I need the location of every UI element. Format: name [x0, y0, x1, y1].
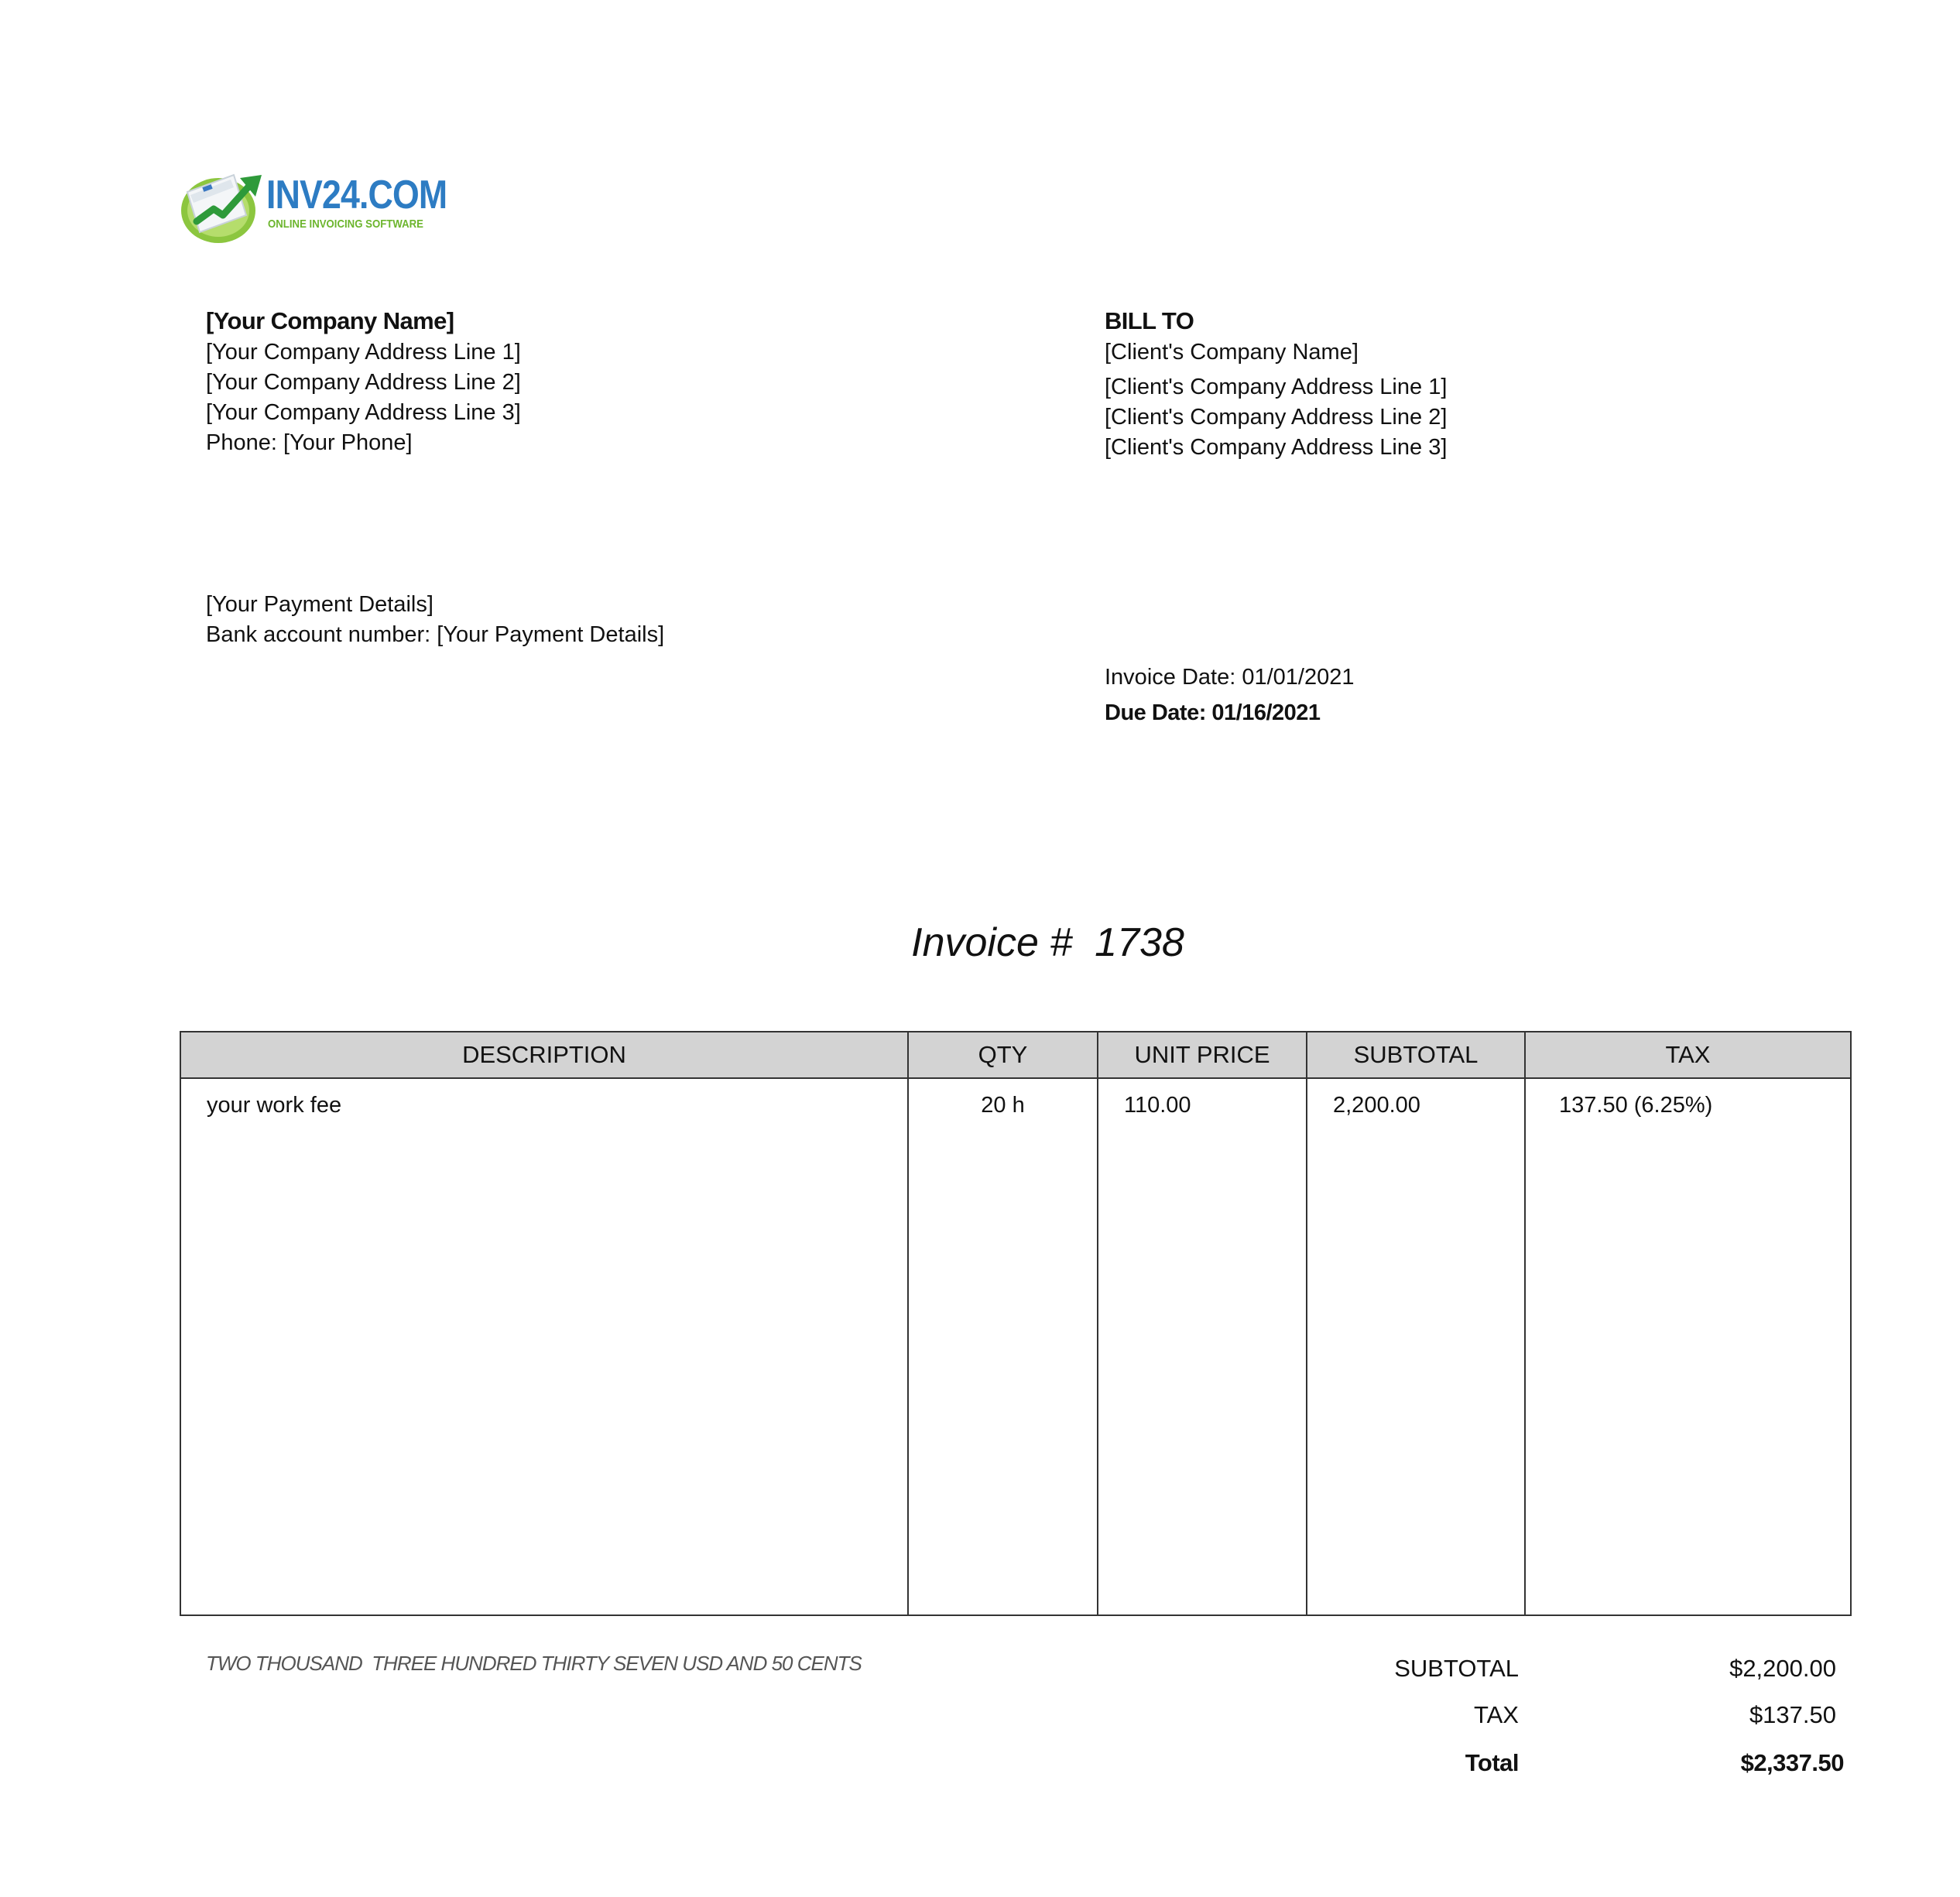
- invoice-number: 1738: [1095, 920, 1184, 965]
- bill-to-heading: BILL TO: [1105, 307, 1194, 334]
- client-address-line-2: [Client's Company Address Line 2]: [1105, 405, 1448, 430]
- company-logo: [180, 167, 447, 245]
- invoice-date: Invoice Date: 01/01/2021: [1105, 665, 1355, 690]
- cell-tax: 137.50 (6.25%): [1559, 1093, 1713, 1118]
- subtotal-label: SUBTOTAL: [1394, 1655, 1519, 1682]
- amount-in-words: TWO THOUSAND THREE HUNDRED THIRTY SEVEN USD AND 50 CENTS: [206, 1652, 862, 1675]
- column-divider: [907, 1032, 909, 1615]
- column-divider: [1524, 1032, 1526, 1615]
- company-address-line-2: [Your Company Address Line 2]: [206, 370, 521, 395]
- invoice-dates: [1105, 661, 1354, 732]
- cell-subtotal: 2,200.00: [1333, 1093, 1420, 1118]
- header-unit-price: UNIT PRICE: [1134, 1041, 1270, 1068]
- header-tax: TAX: [1665, 1041, 1711, 1068]
- column-divider: [1097, 1032, 1098, 1615]
- cell-description: your work fee: [207, 1093, 342, 1118]
- header-qty: QTY: [978, 1041, 1028, 1068]
- column-divider: [1306, 1032, 1307, 1615]
- tax-label: TAX: [1474, 1701, 1519, 1728]
- bill-to-block: [1105, 305, 1447, 463]
- sender-address-block: [206, 305, 521, 458]
- tax-value: $137.50: [1749, 1701, 1836, 1728]
- header-subtotal: SUBTOTAL: [1353, 1041, 1479, 1068]
- company-address-line-3: [Your Company Address Line 3]: [206, 400, 521, 425]
- company-name: [Your Company Name]: [206, 307, 454, 334]
- logo-wordmark: INV24.COM: [266, 173, 447, 217]
- payment-details-block: [206, 590, 664, 650]
- client-address-line-1: [Client's Company Address Line 1]: [1105, 375, 1448, 399]
- logo-tagline: ONLINE INVOICING SOFTWARE: [268, 217, 423, 231]
- total-label: Total: [1465, 1749, 1519, 1776]
- line-items-table: [180, 1031, 1852, 1616]
- payment-details: [Your Payment Details]: [206, 592, 433, 617]
- cell-unit-price: 110.00: [1124, 1093, 1191, 1118]
- bank-account-number: Bank account number: [Your Payment Details]: [206, 622, 665, 647]
- header-description: DESCRIPTION: [462, 1041, 626, 1068]
- company-phone: Phone: [Your Phone]: [206, 430, 413, 455]
- invoice-title: [0, 919, 1960, 966]
- due-date: Due Date: 01/16/2021: [1105, 700, 1321, 725]
- company-address-line-1: [Your Company Address Line 1]: [206, 340, 521, 365]
- client-address-line-3: [Client's Company Address Line 3]: [1105, 435, 1448, 460]
- cell-qty: 20 h: [981, 1093, 1025, 1118]
- subtotal-value: $2,200.00: [1729, 1655, 1836, 1682]
- invoice-title-label: Invoice #: [911, 920, 1073, 965]
- client-company-name: [Client's Company Name]: [1105, 340, 1359, 365]
- logo-emblem-icon: [180, 167, 266, 245]
- total-value: $2,337.50: [1740, 1749, 1844, 1776]
